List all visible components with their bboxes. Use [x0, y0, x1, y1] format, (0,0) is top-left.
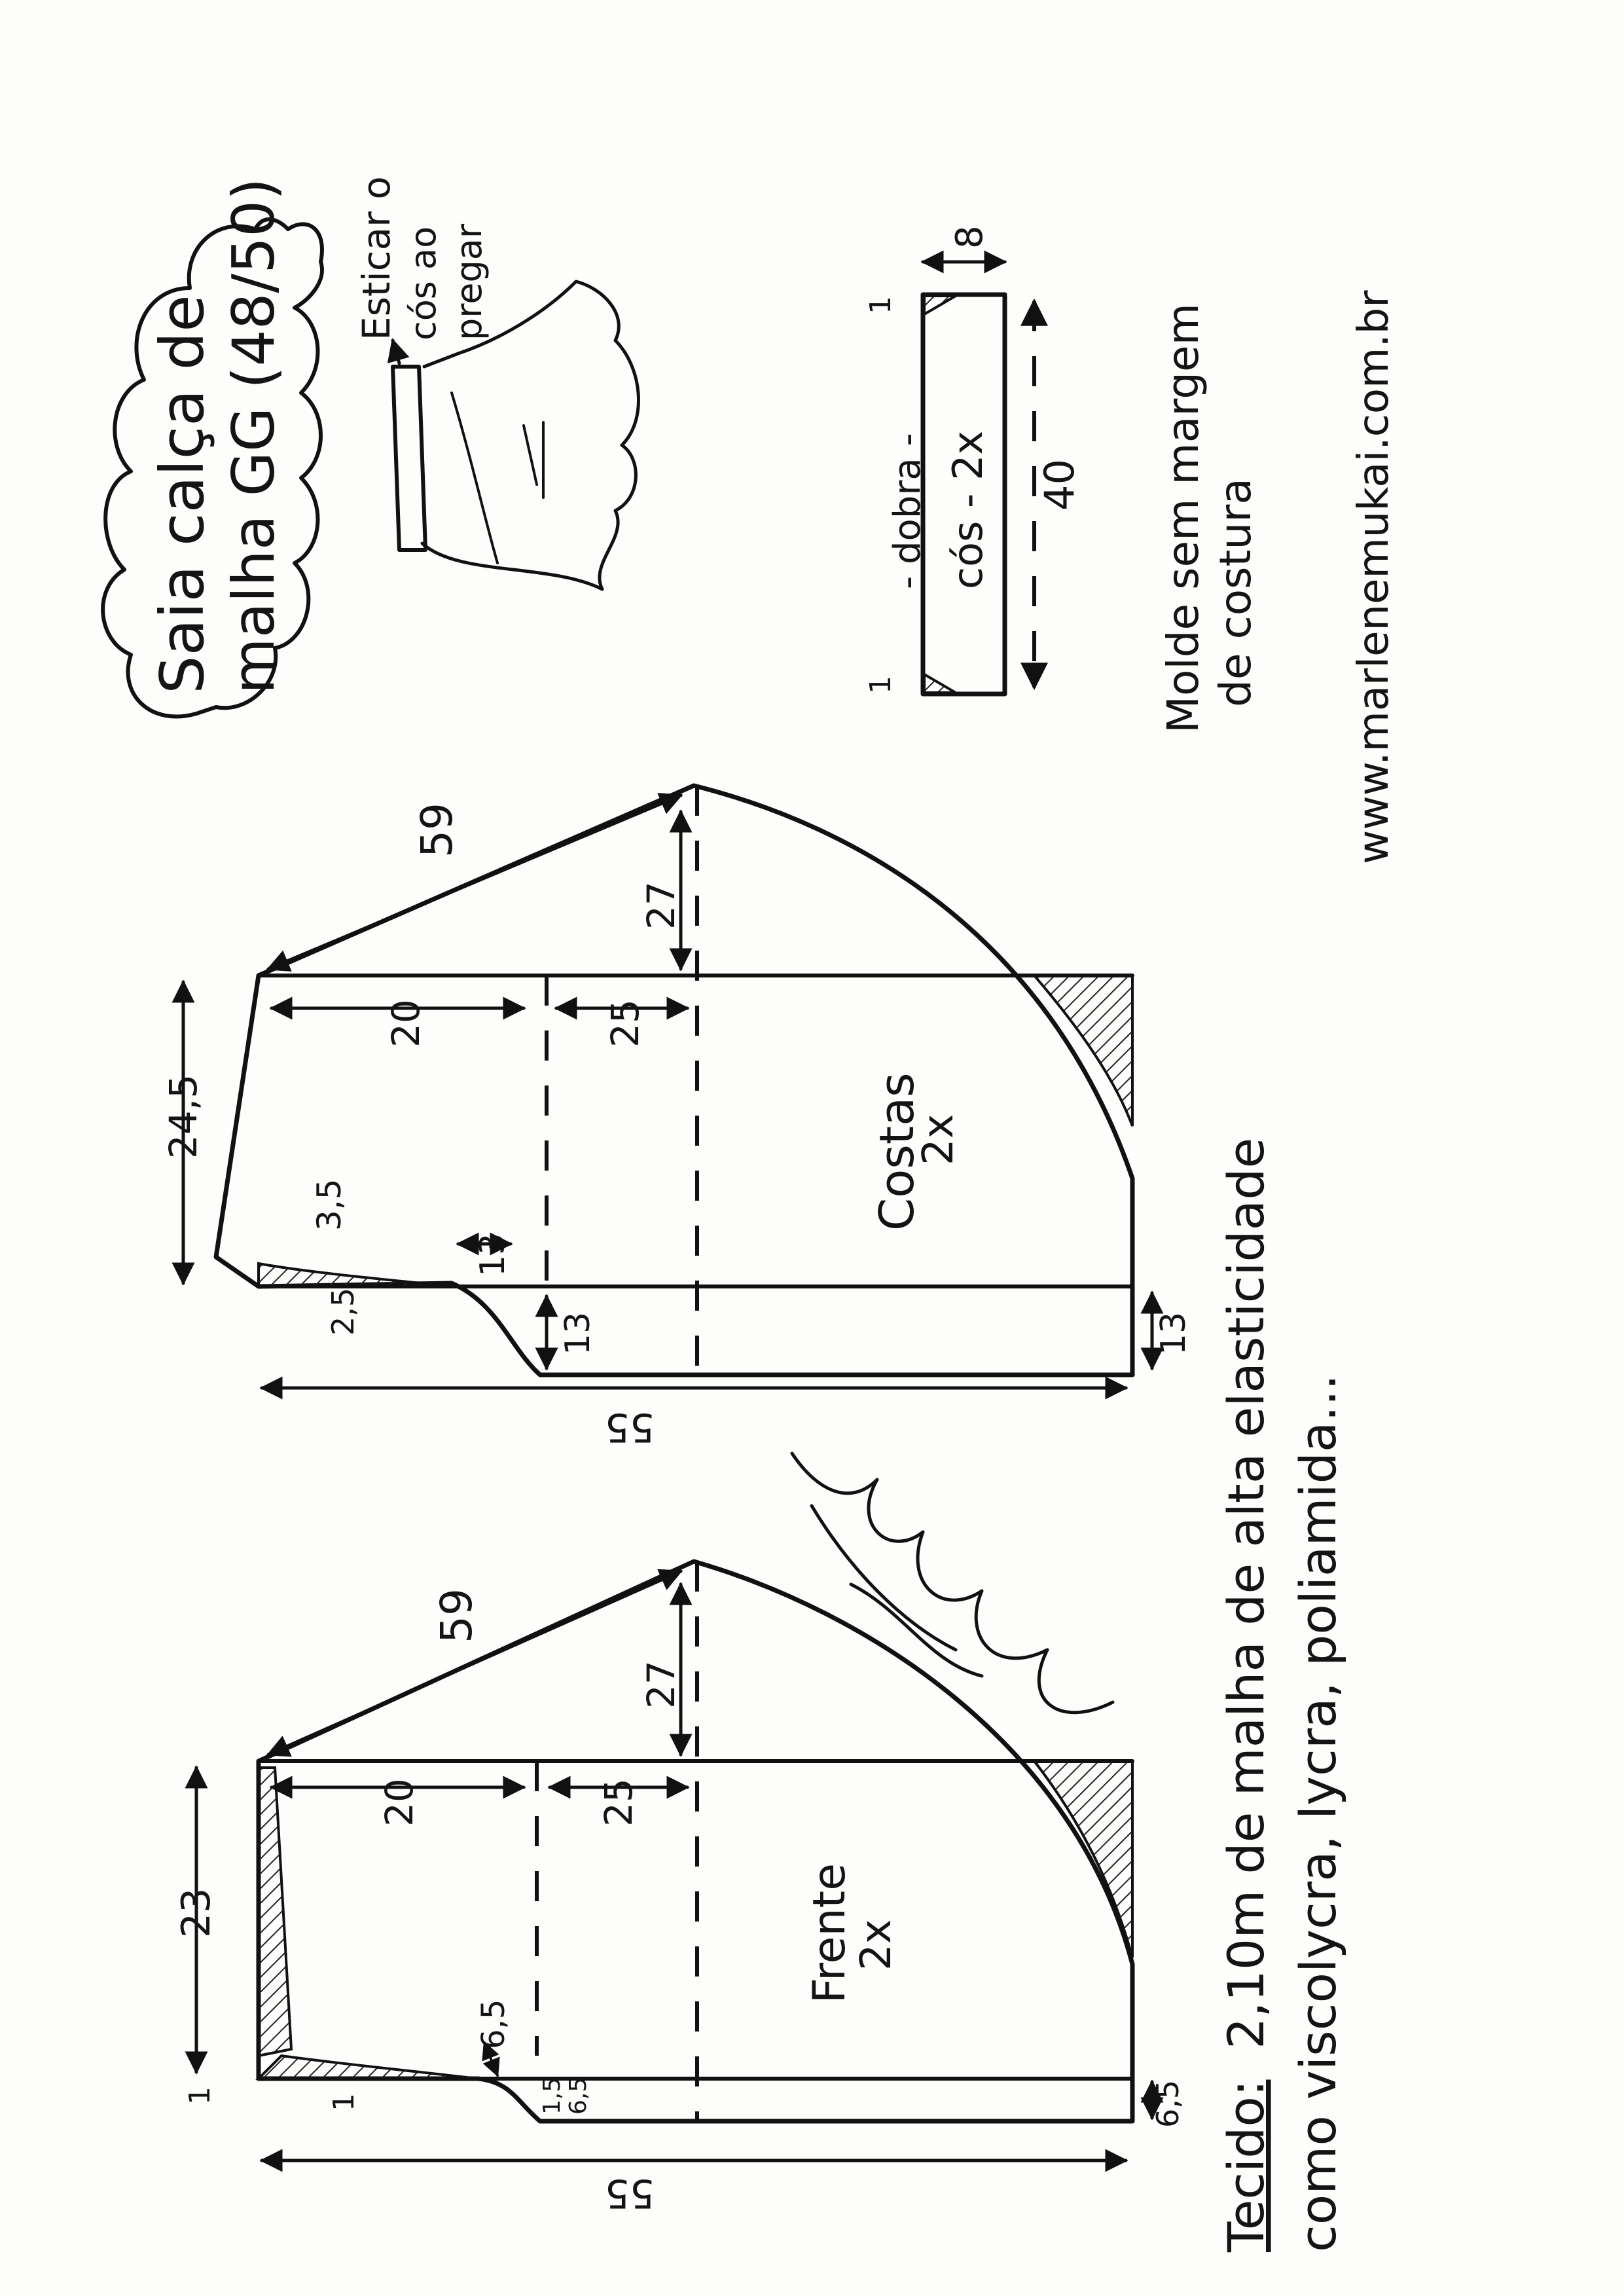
back-dim-corner: 2,5 — [325, 1287, 361, 1336]
waistband-piece — [864, 225, 1083, 694]
waistband-tick-right: 1 — [864, 676, 897, 694]
back-piece-count: 2x — [914, 1114, 963, 1165]
front-dim-crotch-small-a: 1,5 — [539, 2077, 566, 2115]
back-dim-right: 13 — [1154, 1311, 1193, 1355]
fabric-note-line-2: como viscolycra, lycra, poliamida... — [1289, 1374, 1347, 2252]
front-dim-top-a: 20 — [377, 1778, 422, 1827]
waistband-tick-left: 1 — [864, 296, 897, 314]
illustration-note-1: Esticar o — [354, 176, 399, 340]
front-piece-name: Frente — [804, 1863, 856, 2003]
back-piece — [161, 786, 1193, 1450]
front-dim-tick-a: 1 — [183, 2086, 217, 2105]
fabric-note-label: Tecido: — [1217, 2079, 1275, 2252]
illustration-note-2: cós ao — [403, 226, 444, 340]
title-line-1: Saia calça de — [147, 295, 217, 694]
back-dim-width: 24,5 — [161, 1074, 206, 1159]
front-piece-count: 2x — [852, 1919, 901, 1971]
front-dim-right: 6,5 — [1150, 2079, 1185, 2128]
back-dim-diagonal: 59 — [412, 803, 462, 858]
website-url: www.marlenemukai.com.br — [1350, 290, 1398, 864]
seam-note-2: de costura — [1210, 478, 1261, 707]
waistband-length: 40 — [1036, 459, 1083, 511]
waistband-fold-label: - dobra - — [886, 433, 929, 589]
back-dim-top-a: 20 — [384, 999, 428, 1048]
front-piece — [173, 1561, 1185, 2216]
waistband-width: 8 — [948, 225, 991, 249]
front-dim-width: 23 — [173, 1887, 219, 1938]
front-dim-crotch-small-b: 6,5 — [565, 2077, 592, 2115]
fabric-note-line-1: 2,10m de malha de alta elasticidade — [1217, 1137, 1275, 2049]
front-dim-length: 55 — [604, 2170, 655, 2216]
waistband-label: cós - 2x — [944, 430, 992, 589]
front-dim-drop: 27 — [639, 1660, 683, 1709]
front-dim-top-b: 25 — [596, 1778, 641, 1827]
back-dim-top-b: 25 — [603, 999, 647, 1048]
back-dim-drop: 27 — [639, 881, 683, 930]
back-dim-length: 55 — [604, 1404, 655, 1450]
front-dim-crotch: 6,5 — [475, 1999, 512, 2049]
skirt-illustration — [354, 176, 638, 589]
back-dim-dart: 3,5 — [310, 1178, 348, 1231]
front-dim-diagonal: 59 — [431, 1588, 482, 1643]
back-dim-crotch-depth: 13 — [558, 1311, 598, 1355]
title-cloud — [103, 178, 322, 717]
seam-note-1: Molde sem margem — [1158, 303, 1208, 733]
illustration-note-3: pregar — [448, 223, 490, 340]
back-piece-name: Costas — [869, 1072, 924, 1231]
title-line-2: malha GG (48/50) — [220, 177, 287, 694]
handwritten-signature — [792, 1453, 1113, 1713]
back-dim-crotch: 13 — [473, 1233, 513, 1277]
front-dim-tick-b: 1 — [327, 2093, 361, 2111]
